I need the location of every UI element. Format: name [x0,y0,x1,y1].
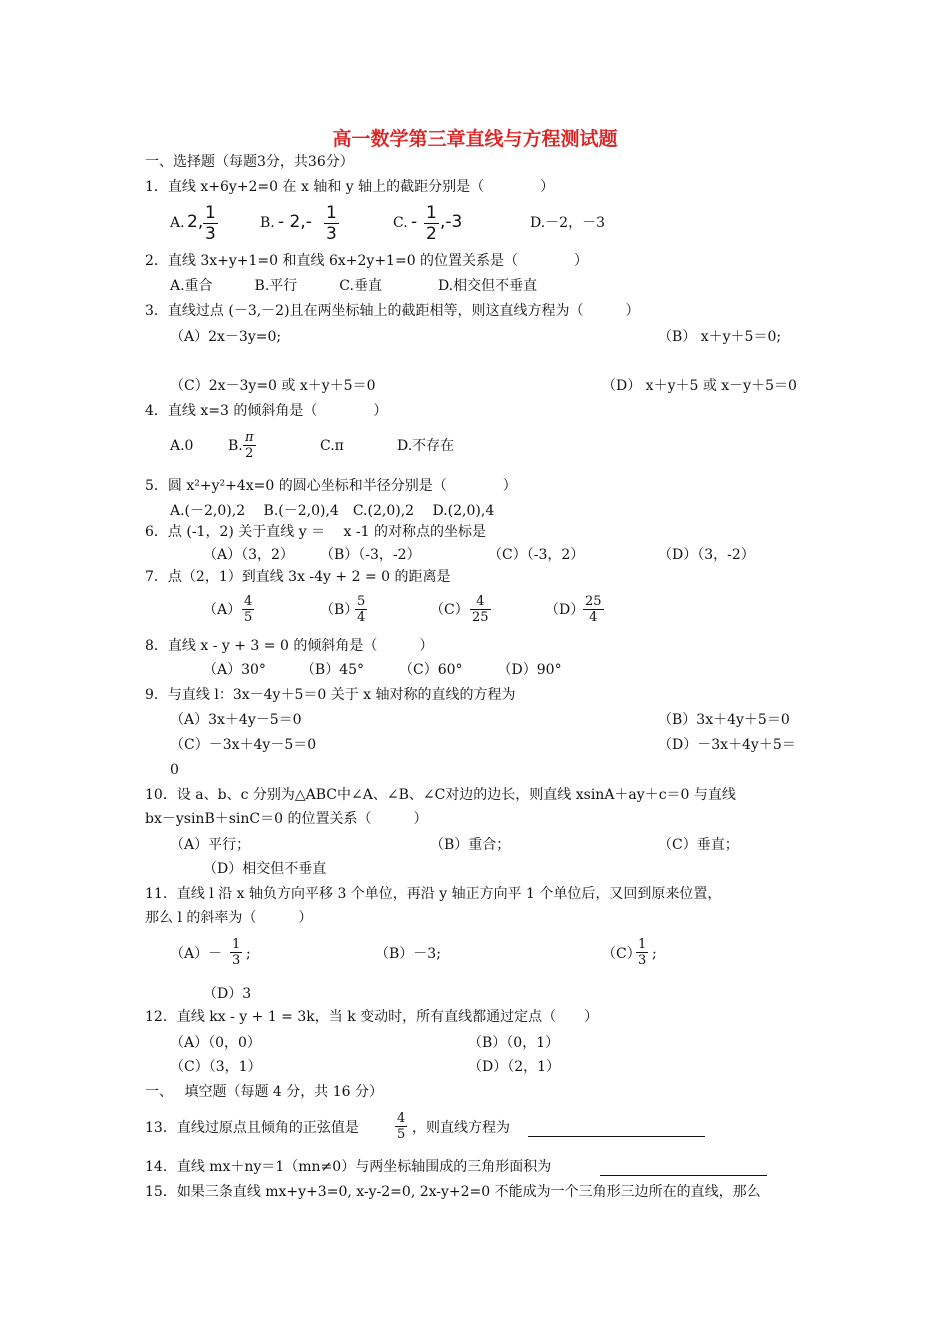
section-heading-fill-in: 一、 填空题（每题 4 分，共 16 分） [145,1084,383,1100]
q1-option-c-fraction: $\frac{1}{2}$ [426,203,437,244]
q10-option-b: （B）重合； [430,837,511,853]
q13-fraction: $\frac{4}{5}$ [397,1111,406,1142]
q7-option-c-label: （C） [430,602,469,618]
question-10-line-2: bx－ysinB＋sinC＝0 的位置关系（ ） [145,811,428,827]
q12-option-a: （A）（0，0） [170,1035,261,1051]
question-11-line-1: 11．直线 l 沿 x 轴负方向平移 3 个单位，再沿 y 轴正方向平 1 个单位后，又回到原来位置， [145,886,722,902]
q10-option-d: （D）相交但不垂直 [203,861,327,877]
q4-option-c: C.π [320,438,344,454]
q9-option-c: （C）－3x＋4y－5＝0 [170,737,317,753]
q11-option-c-fraction: $\frac{1}{3}$ [638,937,647,968]
q2-options: A.重合 B.平行 C.垂直 D.相交但不垂直 [170,278,538,294]
question-15: 15．如果三条直线 mx+y+3=0, x-y-2=0, 2x-y+2=0 不能成为一个三角形三边所在的直线，那么 [145,1184,761,1200]
q6-option-d: （D）（3，-2） [658,547,755,563]
question-1: 1．直线 x+6y+2=0 在 x 轴和 y 轴上的截距分别是（ ） [145,179,555,195]
q1-option-a-fraction: $\frac{1}{3}$ [205,203,216,244]
q1-option-b-label: B. [260,215,275,231]
q7-option-d-fraction: $\frac{25}{4}$ [585,594,602,625]
q3-option-b: （B） x＋y＋5＝0; [658,329,782,345]
q14-answer-blank[interactable] [600,1157,767,1176]
q11-option-b: （B）－3; [375,946,441,962]
q11-option-a-fraction: $\frac{1}{3}$ [232,937,241,968]
q7-option-d-label: （D） [545,602,585,618]
q12-option-b: （B）（0，1） [468,1035,560,1051]
q1-option-c-tail: ,-3 [440,212,463,232]
q7-option-c-fraction: $\frac{4}{25}$ [472,594,489,625]
question-13-stem: 13．直线过原点且倾角的正弦值是 [145,1120,359,1136]
q11-option-d: （D）3 [203,986,252,1002]
q10-option-a: （A）平行； [170,837,251,853]
question-8: 8．直线 x - y + 3 = 0 的倾斜角是（ ） [145,638,434,654]
question-14: 14．直线 mx＋ny＝1（mn≠0）与两坐标轴围成的三角形面积为 [145,1159,552,1175]
q3-option-c: （C）2x－3y=0 或 x＋y＋5＝0 [170,378,376,394]
q7-option-b-fraction: $\frac{5}{4}$ [357,594,366,625]
q4-option-d: D.不存在 [397,438,455,454]
question-7: 7．点（2，1）到直线 3x -4y + 2 = 0 的距离是 [145,569,451,585]
q8-options: （A）30° （B）45° （C）60° （D）90° [203,662,562,678]
page-title: 高一数学第三章直线与方程测试题 [332,128,618,150]
q11-option-c-label: （C） [602,946,641,962]
q11-option-a-label: （A）－ [170,946,223,962]
q10-option-c: （C）垂直； [658,837,739,853]
question-13-tail: ，则直线方程为 [412,1120,510,1136]
q13-answer-blank[interactable] [528,1118,705,1137]
question-3: 3．直线过点 (－3,－2)且在两坐标轴上的截距相等，则这直线方程为（ ） [145,303,640,319]
question-11-line-2: 那么 l 的斜率为（ ） [145,910,313,926]
question-10-line-1: 10．设 a、b、c 分别为△ABC中∠A、∠B、∠C对边的边长，则直线 xsinA＋ay＋c＝0 与直线 [145,787,736,803]
q1-option-c-label: C. [393,215,408,231]
q11-option-c-tail: ; [652,946,657,962]
q3-option-d: （D） x＋y＋5 或 x－y＋5＝0 [602,378,797,394]
q1-option-a-value: 2, [187,212,204,232]
q1-option-b-value: - 2,- [278,212,312,232]
question-9: 9．与直线 l：3x－4y＋5＝0 关于 x 轴对称的直线的方程为 [145,687,516,703]
q6-option-c: （C）（-3，2） [488,547,585,563]
q9-option-a: （A）3x＋4y－5＝0 [170,712,302,728]
q4-option-b-label: B. [228,438,243,454]
q6-option-b: （B）（-3，-2） [320,547,421,563]
q1-option-c-value: - [411,212,418,232]
q12-option-c: （C）（3，1） [170,1059,262,1075]
q9-option-d: （D）－3x＋4y＋5＝ [658,737,796,753]
q1-option-d: D.－2，－3 [530,215,605,231]
q9-option-b: （B）3x＋4y＋5＝0 [658,712,790,728]
question-5: 5．圆 x²+y²+4x=0 的圆心坐标和半径分别是（ ） [145,478,517,494]
q5-options: A.(－2,0),2 B.(－2,0),4 C.(2,0),2 D.(2,0),4 [170,503,495,519]
q7-option-b-label: （B） [320,602,359,618]
q12-option-d: （D）（2，1） [468,1059,561,1075]
q4-option-a: A.0 [170,438,194,454]
q4-option-b-fraction: $\frac{\pi}{2}$ [245,430,254,461]
question-6: 6．点 (-1，2) 关于直线 y ＝ x -1 的对称点的坐标是 [145,524,486,540]
section-heading-choice: 一、选择题（每题3分，共36分） [145,154,354,170]
q1-option-b-fraction: $\frac{1}{3}$ [326,203,337,244]
question-2: 2．直线 3x+y+1=0 和直线 6x+2y+1=0 的位置关系是（ ） [145,253,589,269]
q3-option-a: （A）2x－3y=0; [170,329,282,345]
q7-option-a-label: （A） [203,602,242,618]
q6-option-a: （A）（3，2） [203,547,294,563]
q11-option-a-tail: ; [246,946,251,962]
q9-option-d-continued: 0 [170,762,179,778]
question-4: 4．直线 x=3 的倾斜角是（ ） [145,403,388,419]
q1-option-a-label: A. [170,215,185,231]
question-12: 12．直线 kx - y + 1 = 3k，当 k 变动时，所有直线都通过定点（ ） [145,1009,599,1025]
q7-option-a-fraction: $\frac{4}{5}$ [244,594,253,625]
